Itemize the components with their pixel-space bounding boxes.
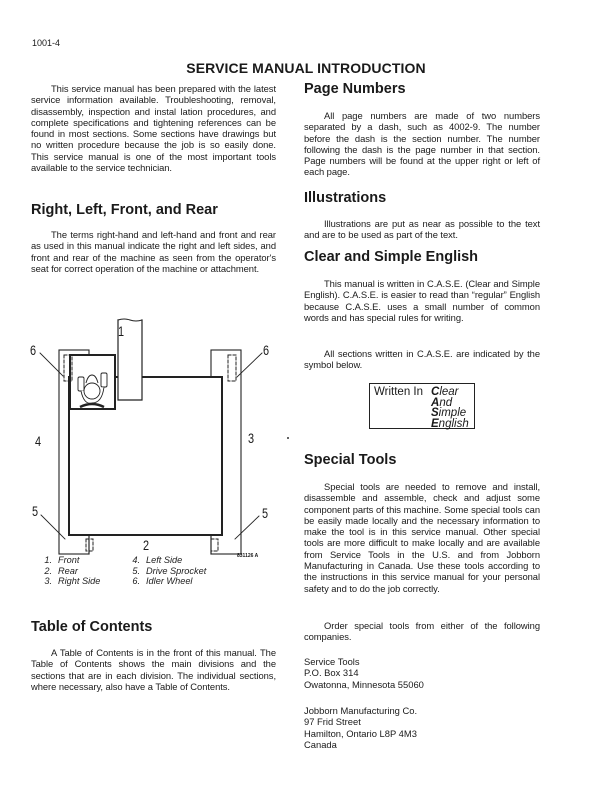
toc-paragraph: A Table of Contents is in the front of this manual. The Table of Contents shows the main divisions and the sections that are in each division. The individual sections, where necessary, also have a Table of Contents. bbox=[31, 647, 276, 692]
right-left-heading: Right, Left, Front, and Rear bbox=[31, 202, 218, 218]
machine-orientation-diagram bbox=[30, 315, 280, 585]
legend-item: 3. Right Side bbox=[44, 576, 101, 586]
legend-item: 2. Rear bbox=[44, 565, 78, 576]
case-symbol-words: Clear And Simple English bbox=[431, 386, 469, 430]
legend-column-2 bbox=[123, 555, 206, 587]
legend-column-1 bbox=[35, 555, 100, 587]
address-service-tools: Service Tools P.O. Box 314 Owatonna, Minnesota 55060 bbox=[304, 656, 424, 690]
right-left-paragraph: The terms right-hand and left-hand and front and rear as used in this manual indicate the right and left sides, and front and rear of the machine as seen from the operator's seat for correct operation of the machine or attachment. bbox=[31, 229, 276, 274]
callout-front: 1 bbox=[118, 323, 125, 339]
callout-drive-sprocket-right: 5 bbox=[262, 505, 269, 521]
legend-item: 4. Left Side bbox=[132, 555, 183, 565]
page-numbers-section bbox=[304, 80, 540, 98]
case-symbol-lead: Written In bbox=[374, 386, 423, 398]
page-numbers-heading: Page Numbers bbox=[304, 81, 406, 97]
address-jobborn: Jobborn Manufacturing Co. 97 Frid Street Hamilton, Ontario L8P 4M3 Canada bbox=[304, 705, 418, 750]
callout-rear: 2 bbox=[143, 537, 150, 553]
case-section bbox=[304, 248, 540, 266]
special-tools-section bbox=[304, 451, 540, 469]
page-number: 1001-4 bbox=[32, 38, 61, 48]
special-tools-paragraph: Special tools are needed to remove and install, disassemble and assemble, check and adjust some component parts of this machine. Some special tools can be easily made locally and the necessary information to make the tool is in this service manual. Other special tools are more difficult to make locally and are available from Service Tools in the U.S. and from Jobborn Manufacturing in Canada. Use these tools according to the instructions in this service manual for your personal safety and to do the job correctly. bbox=[304, 481, 540, 594]
case-symbol-intro: All sections written in C.A.S.E. are indicated by the symbol below. bbox=[304, 348, 540, 371]
order-paragraph: Order special tools from either of the following companies. bbox=[304, 620, 540, 643]
figure-id: 831126 A bbox=[237, 553, 259, 559]
callout-drive-sprocket-left: 5 bbox=[32, 503, 39, 519]
scan-artifact-dot bbox=[287, 437, 289, 439]
callout-idler-wheel-right: 6 bbox=[263, 342, 270, 358]
callout-idler-wheel-left: 6 bbox=[30, 342, 37, 358]
toc-heading: Table of Contents bbox=[31, 619, 153, 635]
case-symbol-box bbox=[369, 383, 475, 429]
case-paragraph: This manual is written in C.A.S.E. (Clear and Simple English). C.A.S.E. is easier to read than “regular” English because C.A.S.E. uses a small number of common words and has special rules for writing. bbox=[304, 278, 540, 323]
legend-item: 6. Idler Wheel bbox=[132, 576, 193, 586]
illustrations-heading: Illustrations bbox=[304, 190, 387, 206]
callout-left-side: 4 bbox=[35, 433, 42, 449]
toc-section bbox=[31, 618, 276, 636]
callout-right-side: 3 bbox=[248, 430, 255, 446]
legend-item: 5. Drive Sprocket bbox=[132, 565, 207, 576]
legend-item: 1. Front bbox=[44, 555, 80, 565]
intro-paragraph: This service manual has been prepared with the latest service information available. Troubleshooting, removal, disassembly, inspection and instal lation procedures, and complete specifications and tightening references can be found in most sections. Some sections have drawings but no written procedure because the job is so easily done. This service manual is one of the most important tools available to the service technician. bbox=[31, 83, 276, 174]
illustrations-section bbox=[304, 189, 540, 207]
case-heading: Clear and Simple English bbox=[304, 249, 479, 265]
machine-outline-graphic bbox=[30, 315, 280, 585]
page-title: SERVICE MANUAL INTRODUCTION bbox=[186, 60, 426, 76]
page-numbers-paragraph: All page numbers are made of two numbers separated by a dash, such as 4002-9. The number before the dash is the section number. The number following the dash is the page number in that section. Page numbers will be found at the upper right or left of each page. bbox=[304, 110, 540, 178]
illustrations-paragraph: Illustrations are put as near as possible to the text and are to be used as part of the text. bbox=[304, 218, 540, 241]
special-tools-heading: Special Tools bbox=[304, 452, 397, 468]
right-left-section bbox=[31, 201, 276, 219]
intro-section bbox=[31, 83, 276, 173]
